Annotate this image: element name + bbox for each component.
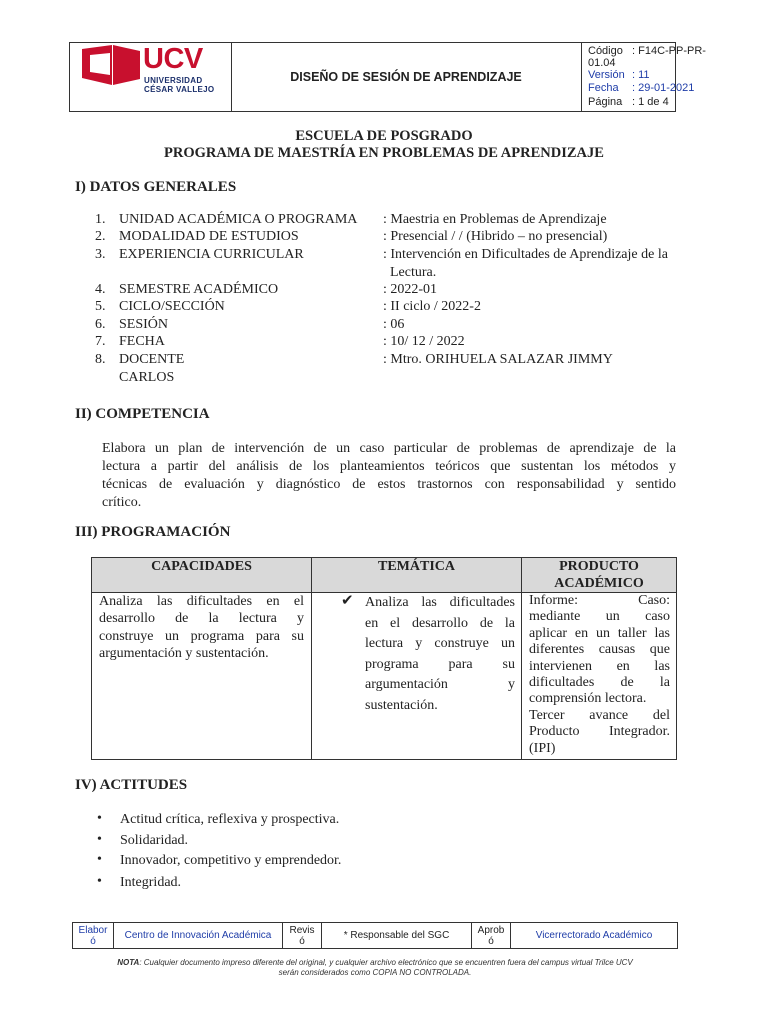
datos-item-number: 6. [95, 317, 106, 332]
meta-codigo-value: : F14C-PP-PR- [632, 45, 706, 57]
section-actitudes: IV) ACTITUDES [75, 777, 188, 793]
datos-item-label: DOCENTE [119, 352, 185, 367]
school-title: ESCUELA DE POSGRADO [295, 128, 473, 144]
section-competencia: II) COMPETENCIA [75, 406, 210, 422]
checkmark-icon: ✔ [341, 591, 354, 609]
datos-item-value: : Presencial / / (Hibrido – no presencial) [383, 229, 608, 244]
col-header-producto-2: ACADÉMICO [554, 576, 644, 591]
datos-item-value: : II ciclo / 2022-2 [383, 299, 481, 314]
competencia-line: técnicas de evaluación y diagnóstico de estos trastornos con responsabilidad y sentido [102, 477, 676, 492]
meta-fecha-value: : 29-01-2021 [632, 82, 695, 94]
footer-label-part: Elabor [78, 924, 108, 936]
cell-line: diferentes causas que [529, 642, 670, 658]
meta-codigo-cont: 01.04 [588, 57, 616, 69]
footer-aprobo-label [472, 923, 511, 948]
cell-line: Analiza las dificultades [365, 595, 515, 610]
meta-pagina-label: Página [588, 96, 623, 108]
cell-line: sustentación. [365, 697, 438, 713]
document-meta [582, 43, 706, 111]
bullet-icon: • [97, 811, 102, 826]
disclaimer-note-2: serán considerados como COPIA NO CONTROLADA. [278, 968, 472, 977]
bullet-icon: • [97, 832, 102, 847]
table-divider [311, 558, 312, 759]
footer-label-part: ó [488, 935, 494, 947]
footer-label-part: ó [90, 935, 96, 947]
meta-fecha [588, 83, 694, 94]
col-header-tematica: TEMÁTICA [377, 559, 455, 574]
document-header [69, 42, 706, 112]
bullet-icon: • [97, 852, 102, 867]
logo-cell [70, 43, 232, 111]
datos-item-value-cont: CARLOS [119, 370, 175, 385]
footer-elaboro-label [73, 923, 114, 948]
footer-reviso-value: * Responsable del SGC [322, 923, 472, 948]
cell-line: Producto Integrador. [529, 724, 670, 740]
col-header-producto: PRODUCTO [559, 559, 639, 574]
datos-item-label: UNIDAD ACADÉMICA O PROGRAMA [119, 212, 358, 227]
footer-elaboro-value: Centro de Innovación Académica [114, 923, 283, 948]
program-title: PROGRAMA DE MAESTRÍA EN PROBLEMAS DE APRENDIZAJE [164, 145, 604, 161]
datos-item-label: SESIÓN [119, 317, 169, 332]
footer-label-part: Aprob [477, 924, 505, 936]
section-programacion: III) PROGRAMACIÓN [75, 524, 231, 540]
meta-pagina-value: : 1 de 4 [632, 96, 669, 108]
datos-item-value: : Intervención en Dificultades de Aprendizaje de la [383, 247, 668, 262]
cell-line: Tercer avance del [529, 707, 670, 723]
competencia-text [102, 440, 676, 512]
col-header-capacidades: CAPACIDADES [151, 559, 252, 574]
competencia-line: lectura a partir del análisis de los planteamientos teóricos que sustentan los métodos y [102, 459, 676, 474]
actitud-item: Integridad. [120, 875, 182, 890]
cell-line: aplicar en un taller las [529, 625, 670, 641]
document-title: DISEÑO DE SESIÓN DE APRENDIZAJE [231, 43, 582, 111]
datos-item-number: 8. [95, 352, 106, 367]
competencia-line: Elabora un plan de intervención de un caso particular de problemas de aprendizaje de la [102, 441, 676, 456]
cell-line: Analiza las dificultades en el [99, 594, 304, 609]
footer-reviso-label [283, 923, 322, 948]
cell-capacidades [99, 593, 304, 662]
disclaimer-note [70, 958, 680, 968]
datos-item-number: 1. [95, 212, 106, 227]
datos-item-label: SEMESTRE ACADÉMICO [119, 282, 279, 297]
footer-aprobo-value: Vicerrectorado Académico [535, 930, 653, 941]
cell-line: lectura y construye un [365, 636, 515, 651]
datos-item-number: 4. [95, 282, 106, 297]
datos-item-label: EXPERIENCIA CURRICULAR [119, 247, 304, 262]
datos-item-label: CICLO/SECCIÓN [119, 299, 225, 314]
datos-item-number: 5. [95, 299, 106, 314]
datos-item-value: : 06 [383, 317, 405, 332]
actitud-item: Solidaridad. [120, 833, 189, 848]
cell-tematica [365, 593, 515, 716]
programacion-table [91, 557, 677, 760]
note-label: NOTA [117, 958, 140, 967]
datos-item-number: 2. [95, 229, 106, 244]
datos-item-value: : Maestria en Problemas de Aprendizaje [383, 212, 607, 227]
meta-pagina [588, 97, 669, 108]
actitud-item: Innovador, competitivo y emprendedor. [120, 853, 342, 868]
cell-line: (IPI) [529, 740, 556, 756]
ucv-logo-icon [82, 45, 142, 85]
actitud-item: Actitud crítica, reflexiva y prospectiva. [120, 812, 340, 827]
datos-item-label: MODALIDAD DE ESTUDIOS [119, 229, 299, 244]
logo-subtitle-1: UNIVERSIDAD [144, 76, 203, 85]
logo-subtitle-2: CÉSAR VALLEJO [144, 85, 215, 94]
datos-item-value-cont: Lectura. [390, 265, 437, 280]
datos-item-number: 3. [95, 247, 106, 262]
datos-item-number: 7. [95, 334, 106, 349]
cell-line: comprensión lectora. [529, 691, 647, 707]
datos-item-label: FECHA [119, 334, 165, 349]
footer-label-part: Revis [289, 924, 315, 936]
cell-line: desarrollo de la lectura y [99, 611, 304, 627]
cell-line: argumentación y sustentación. [99, 645, 269, 661]
cell-line: intervienen en las [529, 658, 670, 674]
note-line-1: : Cualquier documento impreso diferente del original, y cualquier archivo electrónico que se encuentren fuera del campus virtual Trilce UCV [139, 958, 633, 967]
bullet-icon: • [97, 874, 102, 889]
cell-line: argumentación y [365, 677, 515, 692]
cell-producto [529, 593, 670, 757]
cell-line: mediante un caso [529, 609, 670, 625]
cell-line: Informe: Caso: [529, 593, 670, 608]
meta-version-value: : 11 [632, 69, 650, 81]
datos-item-value: : 2022-01 [383, 282, 438, 297]
cell-line: programa para su [365, 656, 515, 672]
cell-line: dificultades de la [529, 675, 670, 691]
meta-version [588, 70, 650, 81]
meta-codigo-label: Código [588, 45, 623, 57]
competencia-line: crítico. [102, 495, 142, 510]
datos-item-value: : 10/ 12 / 2022 [383, 334, 465, 349]
logo-text: UCV [143, 43, 203, 75]
approval-footer [72, 922, 678, 949]
footer-label-part: ó [299, 935, 305, 947]
section-datos-generales: I) DATOS GENERALES [75, 179, 237, 195]
cell-line: construye un programa para su [99, 628, 304, 644]
meta-codigo [588, 46, 706, 57]
cell-line: en el desarrollo de la [365, 615, 515, 631]
datos-item-value: : Mtro. ORIHUELA SALAZAR JIMMY [383, 352, 613, 367]
meta-fecha-label: Fecha [588, 82, 619, 94]
meta-version-label: Versión [588, 69, 625, 81]
